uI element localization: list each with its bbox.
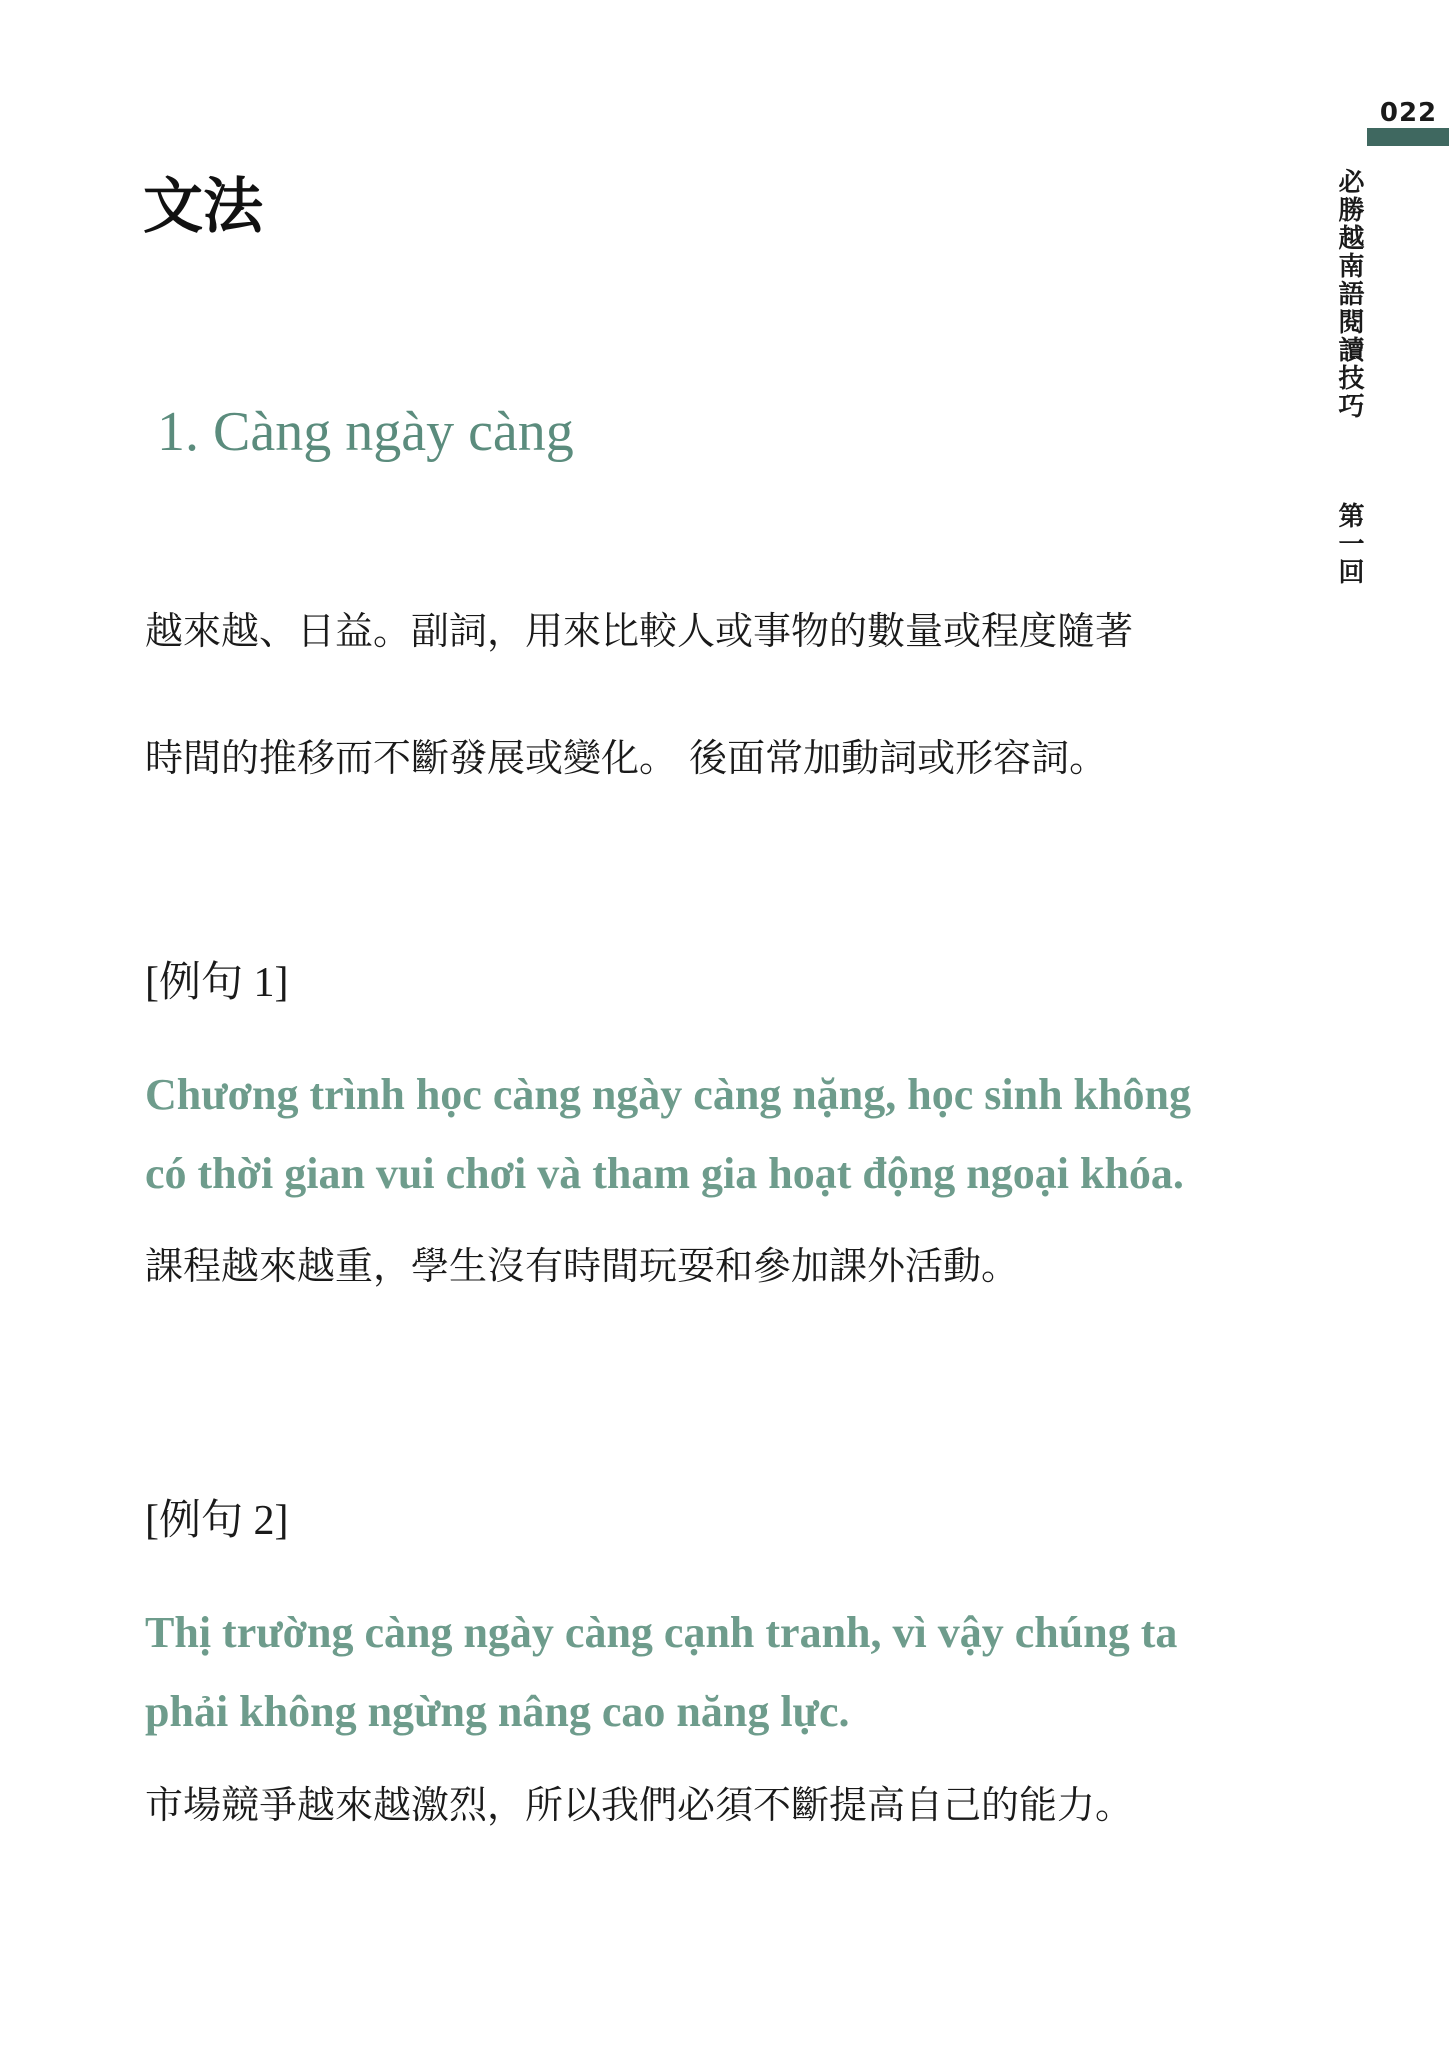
page-number-bar: [1367, 128, 1449, 146]
section-title: 文法: [143, 172, 263, 242]
grammar-explanation: [145, 568, 1285, 822]
example-1-chinese: 課程越來越重，學生沒有時間玩耍和參加課外活動。: [145, 1244, 1020, 1288]
running-chapter-title: 第一回: [1334, 502, 1364, 586]
page-number: 022: [1379, 98, 1438, 128]
vietnamese-line: Thị trường càng ngày càng cạnh tranh, vì vậy chúng ta: [145, 1608, 1178, 1657]
example-1-vietnamese: [145, 1055, 1275, 1213]
vietnamese-line: phải không ngừng nâng cao năng lực.: [145, 1687, 850, 1736]
example-2-label: [例句 2]: [145, 1498, 289, 1544]
example-1-label: [例句 1]: [145, 960, 289, 1006]
explanation-line: 越來越、日益。副詞，用來比較人或事物的數量或程度隨著: [145, 609, 1134, 653]
vietnamese-line: có thời gian vui chơi và tham gia hoạt động ngoại khóa.: [145, 1149, 1184, 1198]
example-2-vietnamese: [145, 1593, 1275, 1751]
explanation-line: 時間的推移而不斷發展或變化。 後面常加動詞或形容詞。: [145, 736, 1108, 780]
example-2-chinese: 市場競爭越來越激烈，所以我們必須不斷提高自己的能力。: [145, 1783, 1134, 1827]
running-book-title: 必勝越南語閱讀技巧: [1334, 168, 1364, 420]
vietnamese-line: Chương trình học càng ngày càng nặng, học sinh không: [145, 1070, 1191, 1119]
grammar-point-heading: 1. Càng ngày càng: [157, 401, 574, 463]
